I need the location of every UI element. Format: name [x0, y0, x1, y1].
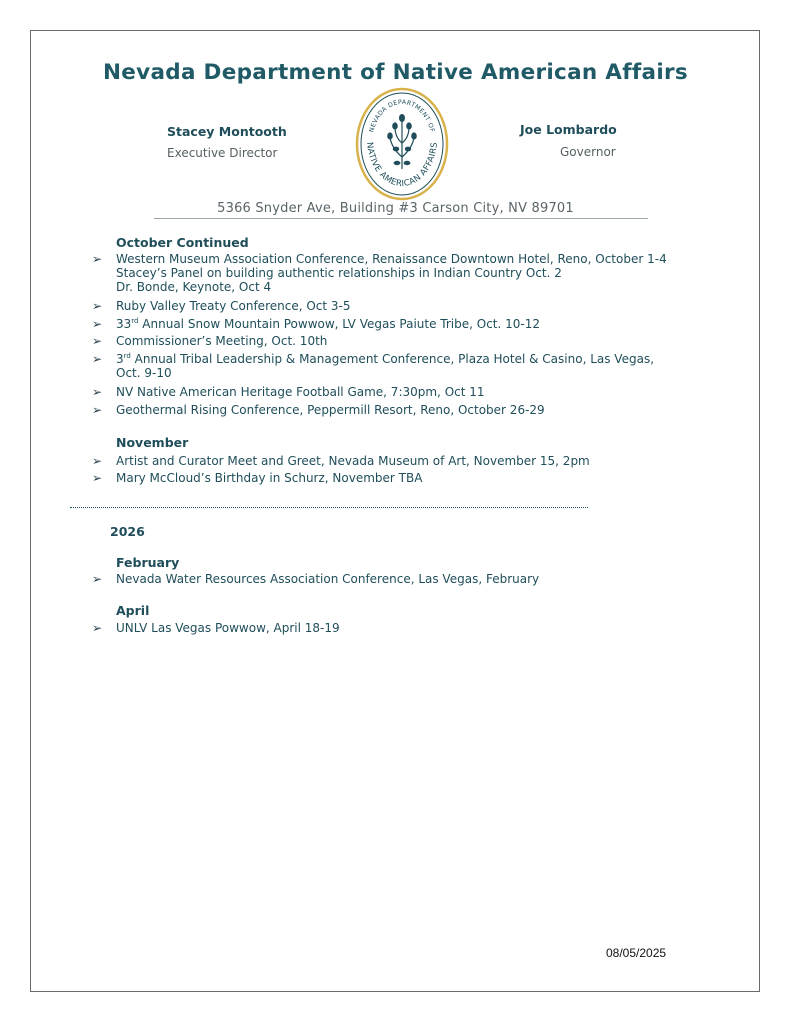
- arrow-bullet-icon: ➢: [92, 334, 103, 348]
- arrow-bullet-icon: ➢: [92, 621, 103, 635]
- governor-role: Governor: [560, 145, 616, 159]
- executive-director-role: Executive Director: [167, 146, 278, 160]
- arrow-bullet-icon: ➢: [92, 403, 103, 417]
- heading-year-2026: 2026: [110, 524, 145, 539]
- event-text: Mary McCloud’s Birthday in Schurz, November TBA: [116, 471, 423, 485]
- event-subline: Stacey’s Panel on building authentic relationships in Indian Country Oct. 2: [116, 266, 562, 280]
- arrow-bullet-icon: ➢: [92, 454, 103, 468]
- heading-october-continued: October Continued: [116, 235, 249, 250]
- heading-november: November: [116, 435, 189, 450]
- event-text: 3rd Annual Tribal Leadership & Management Conference, Plaza Hotel & Casino, Las Vegas,: [116, 352, 655, 366]
- arrow-bullet-icon: ➢: [92, 572, 103, 586]
- arrow-bullet-icon: ➢: [92, 471, 103, 485]
- event-subline: Dr. Bonde, Keynote, Oct 4: [116, 280, 272, 294]
- governor-name: Joe Lombardo: [520, 122, 617, 137]
- arrow-bullet-icon: ➢: [92, 299, 103, 313]
- event-text: Commissioner’s Meeting, Oct. 10th: [116, 334, 328, 348]
- event-text: UNLV Las Vegas Powwow, April 18-19: [116, 621, 340, 635]
- event-subline: Oct. 9-10: [116, 366, 172, 380]
- executive-director-name: Stacey Montooth: [167, 124, 287, 139]
- seal-top-text: NEVADA DEPARTMENT OF: [368, 98, 436, 134]
- department-address: 5366 Snyder Ave, Building #3 Carson City, NV 89701: [217, 201, 574, 216]
- arrow-bullet-icon: ➢: [92, 385, 103, 399]
- heading-february: February: [116, 555, 180, 570]
- heading-april: April: [116, 603, 150, 618]
- event-text: Ruby Valley Treaty Conference, Oct 3-5: [116, 299, 351, 313]
- footer-date: 08/05/2025: [606, 946, 667, 960]
- arrow-bullet-icon: ➢: [92, 317, 103, 331]
- event-text: Geothermal Rising Conference, Peppermill Resort, Reno, October 26-29: [116, 403, 545, 417]
- event-text: NV Native American Heritage Football Game, 7:30pm, Oct 11: [116, 385, 485, 399]
- event-text: Artist and Curator Meet and Greet, Nevada Museum of Art, November 15, 2pm: [116, 454, 590, 468]
- event-text: Nevada Water Resources Association Conference, Las Vegas, February: [116, 572, 540, 586]
- event-text: Western Museum Association Conference, Renaissance Downtown Hotel, Reno, October 1-4: [116, 252, 667, 266]
- arrow-bullet-icon: ➢: [92, 352, 103, 366]
- arrow-bullet-icon: ➢: [92, 252, 103, 266]
- dotted-divider: [70, 507, 588, 508]
- department-title: Nevada Department of Native American Affairs: [102, 60, 689, 85]
- event-text: 33rd Annual Snow Mountain Powwow, LV Vegas Paiute Tribe, Oct. 10-12: [116, 317, 540, 331]
- seal-bottom-text: NATIVE AMERICAN AFFAIRS: [364, 141, 440, 190]
